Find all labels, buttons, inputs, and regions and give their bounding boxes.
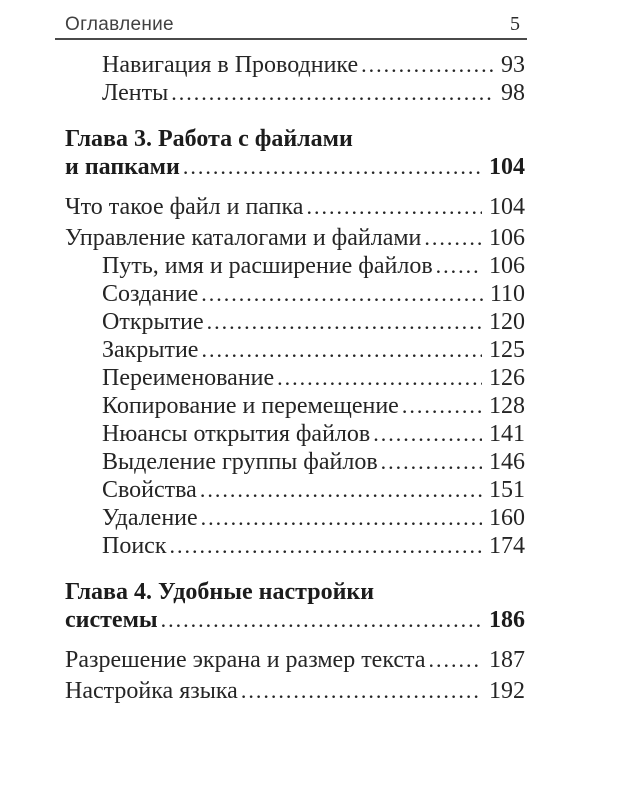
toc-chapter-line (65, 578, 525, 606)
toc-entry-page: 98 (501, 80, 525, 106)
toc-entry (65, 677, 525, 705)
toc-entry-label: Удаление (102, 505, 198, 531)
dot-leader (161, 606, 482, 634)
toc-entry-label: Закрытие (102, 337, 199, 363)
toc-entry-page: 93 (501, 52, 525, 78)
toc-chapter-line (65, 606, 525, 634)
toc-entry-page: 192 (489, 678, 525, 704)
dot-leader (241, 677, 482, 705)
toc-chapter-line (65, 153, 525, 181)
toc-entry-label: Навигация в Проводнике (102, 52, 359, 78)
toc-entry (65, 280, 525, 308)
toc-entry-page: 151 (489, 477, 525, 503)
dot-leader (402, 392, 482, 420)
dot-leader (170, 532, 483, 560)
toc-entry-page: 187 (489, 647, 525, 673)
toc-entry-page: 104 (489, 154, 525, 180)
toc-entry (65, 532, 525, 560)
dot-leader (201, 504, 482, 532)
toc-entry (65, 476, 525, 504)
toc-entry-page: 174 (489, 533, 525, 559)
toc-entry-label: Управление каталогами и файлами (65, 225, 422, 251)
toc-entry (65, 420, 525, 448)
toc-entry (65, 448, 525, 476)
toc-entry-page: 110 (489, 281, 525, 307)
toc-entry-label: Глава 4. Удобные настройки (65, 579, 375, 605)
dot-leader (381, 448, 482, 476)
header-title: Оглавление (65, 14, 174, 35)
toc-entry-label: Путь, имя и расширение файлов (102, 253, 433, 279)
toc-entry-label: Выделение группы файлов (102, 449, 378, 475)
dot-leader (306, 193, 482, 221)
toc-entry (65, 504, 525, 532)
dot-leader (171, 79, 494, 107)
page-header (55, 0, 527, 40)
toc-entry-label: Копирование и перемещение (102, 393, 399, 419)
toc-entry-label: Открытие (102, 309, 204, 335)
toc-entry (65, 392, 525, 420)
toc-entry-label: Разрешение экрана и размер текста (65, 647, 426, 673)
toc-entry-page: 186 (489, 607, 525, 633)
dot-leader (373, 420, 482, 448)
toc-entry (65, 308, 525, 336)
toc-entry-label: Переименование (102, 365, 275, 391)
toc-entry-page: 160 (489, 505, 525, 531)
toc-section (65, 51, 525, 107)
toc-entry-page: 126 (489, 365, 525, 391)
dot-leader (200, 476, 482, 504)
toc-section (65, 578, 525, 705)
toc-entry-page: 128 (489, 393, 525, 419)
toc-entry (65, 364, 525, 392)
toc-entry-page: 141 (489, 421, 525, 447)
dot-leader (183, 153, 482, 181)
toc-entry (65, 51, 525, 79)
toc-entry (65, 646, 525, 674)
toc-entry-label: системы (65, 607, 158, 633)
toc-entry-label: Нюансы открытия файлов (102, 421, 371, 447)
toc-entry (65, 79, 525, 107)
dot-leader (361, 51, 494, 79)
toc-chapter-line (65, 125, 525, 153)
toc-entry (65, 252, 525, 280)
dot-leader (436, 252, 482, 280)
toc-entry-page: 106 (489, 253, 525, 279)
toc-entry (65, 224, 525, 252)
dot-leader (201, 280, 483, 308)
table-of-contents (55, 51, 527, 705)
toc-entry-page: 146 (489, 449, 525, 475)
dot-leader (428, 646, 482, 674)
toc-entry-page: 125 (489, 337, 525, 363)
toc-entry-page: 104 (489, 194, 525, 220)
dot-leader (207, 308, 482, 336)
dot-leader (424, 224, 482, 252)
toc-entry-label: Свойства (102, 477, 197, 503)
toc-entry-label: Создание (102, 281, 199, 307)
toc-entry (65, 336, 525, 364)
toc-entry-label: и папками (65, 154, 180, 180)
toc-entry-page: 120 (489, 309, 525, 335)
toc-entry-page: 106 (489, 225, 525, 251)
toc-entry-label: Поиск (102, 533, 167, 559)
toc-section (65, 125, 525, 560)
toc-entry (65, 193, 525, 221)
toc-entry-label: Глава 3. Работа с файлами (65, 126, 353, 152)
toc-entry-label: Настройка языка (65, 678, 238, 704)
toc-entry-label: Ленты (102, 80, 169, 106)
dot-leader (201, 336, 482, 364)
toc-entry-label: Что такое файл и папка (65, 194, 304, 220)
dot-leader (277, 364, 482, 392)
header-page-number: 5 (510, 13, 520, 35)
